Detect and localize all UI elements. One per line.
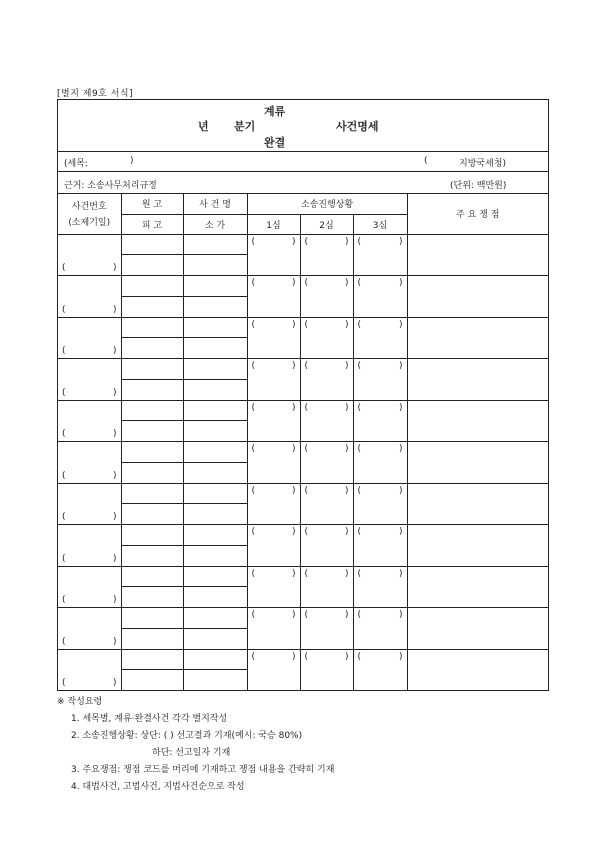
trial-1-cell[interactable]: ( ) [247, 649, 300, 691]
trial-3-cell[interactable]: ( ) [353, 400, 407, 442]
title-area [58, 100, 548, 152]
plaintiff-cell[interactable] [121, 649, 183, 670]
case-number-cell[interactable]: ( ) [58, 483, 121, 525]
trial-1-cell[interactable]: ( ) [247, 442, 300, 484]
plaintiff-cell[interactable] [121, 234, 183, 255]
header-case-name: 사 건 명 [183, 194, 247, 214]
instruction-item: 하단: 선고일자 기재 [152, 748, 231, 758]
unit-text: (단위: 백만원) [450, 181, 507, 191]
case-number-cell[interactable]: ( ) [58, 608, 121, 650]
case-name-cell[interactable] [183, 649, 247, 670]
instruction-item: 3. 주요쟁점: 쟁점 코드를 머리에 기재하고 쟁점 내용을 간략히 기재 [71, 765, 335, 775]
instruction-item: 2. 소송진행상황: 상단: ( ) 선고결과 기재(예시: 국승 80%) [71, 731, 303, 741]
defendant-cell[interactable] [121, 255, 183, 276]
tax-item-label: (세목: [64, 159, 88, 169]
header-plaintiff: 원 고 [121, 194, 183, 214]
amount-cell[interactable] [183, 255, 247, 276]
defendant-cell[interactable] [121, 628, 183, 649]
plaintiff-cell[interactable] [121, 317, 183, 338]
trial-1-cell[interactable]: ( ) [247, 359, 300, 401]
form-box [57, 99, 549, 691]
table-row [58, 442, 548, 463]
amount-cell[interactable] [183, 628, 247, 649]
trial-2-cell[interactable]: ( ) [300, 525, 353, 567]
issues-cell[interactable] [407, 442, 548, 484]
case-name-cell[interactable] [183, 317, 247, 338]
case-table [58, 194, 548, 691]
trial-3-cell[interactable]: ( ) [353, 649, 407, 691]
trial-3-cell[interactable]: ( ) [353, 483, 407, 525]
trial-2-cell[interactable]: ( ) [300, 566, 353, 608]
plaintiff-cell[interactable] [121, 400, 183, 421]
header-progress: 소송진행상황 [247, 194, 407, 214]
defendant-cell[interactable] [121, 587, 183, 608]
trial-2-cell[interactable]: ( ) [300, 649, 353, 691]
trial-3-cell[interactable]: ( ) [353, 276, 407, 318]
issues-cell[interactable] [407, 649, 548, 691]
defendant-cell[interactable] [121, 296, 183, 317]
plaintiff-cell[interactable] [121, 483, 183, 504]
case-number-cell[interactable]: ( ) [58, 566, 121, 608]
divider [58, 171, 548, 172]
issues-cell[interactable] [407, 234, 548, 276]
tax-item-close: ) [130, 156, 134, 166]
plaintiff-cell[interactable] [121, 442, 183, 463]
instructions [57, 694, 334, 796]
header-trial-3: 3심 [353, 214, 407, 234]
issues-cell[interactable] [407, 317, 548, 359]
header-trial-1: 1심 [247, 214, 300, 234]
trial-3-cell[interactable]: ( ) [353, 442, 407, 484]
trial-1-cell[interactable]: ( ) [247, 566, 300, 608]
table-row [58, 566, 548, 587]
issues-cell[interactable] [407, 359, 548, 401]
header-case-number: 사건번호 (소제기일) [58, 194, 121, 234]
defendant-cell[interactable] [121, 379, 183, 400]
case-number-cell[interactable]: ( ) [58, 234, 121, 276]
trial-3-cell[interactable]: ( ) [353, 608, 407, 650]
case-name-cell[interactable] [183, 483, 247, 504]
case-number-cell[interactable]: ( ) [58, 442, 121, 484]
amount-cell[interactable] [183, 670, 247, 691]
header-defendant: 피 고 [121, 214, 183, 234]
plaintiff-cell[interactable] [121, 276, 183, 297]
case-number-cell[interactable]: ( ) [58, 276, 121, 318]
plaintiff-cell[interactable] [121, 608, 183, 629]
header-amount: 소 가 [183, 214, 247, 234]
trial-1-cell[interactable]: ( ) [247, 483, 300, 525]
trial-1-cell[interactable]: ( ) [247, 234, 300, 276]
case-name-cell[interactable] [183, 525, 247, 546]
trial-3-cell[interactable]: ( ) [353, 317, 407, 359]
issues-cell[interactable] [407, 525, 548, 567]
table-row [58, 359, 548, 380]
amount-cell[interactable] [183, 421, 247, 442]
case-name-cell[interactable] [183, 566, 247, 587]
plaintiff-cell[interactable] [121, 566, 183, 587]
instruction-item: 4. 대법사건, 고법사건, 지법사건순으로 작성 [71, 782, 245, 792]
issues-cell[interactable] [407, 608, 548, 650]
amount-cell[interactable] [183, 296, 247, 317]
table-header-row [58, 194, 548, 214]
case-number-cell[interactable]: ( ) [58, 317, 121, 359]
issues-cell[interactable] [407, 400, 548, 442]
table-row [58, 525, 548, 546]
table-row [58, 317, 548, 338]
trial-1-cell[interactable]: ( ) [247, 400, 300, 442]
basis-text: 근거: 소송사무처리규정 [64, 181, 157, 191]
case-name-cell[interactable] [183, 442, 247, 463]
trial-1-cell[interactable]: ( ) [247, 276, 300, 318]
title-main: 사건명세 [336, 120, 379, 133]
form-label: [별지 제9호 서식] [57, 89, 134, 99]
table-row [58, 483, 548, 504]
trial-2-cell[interactable]: ( ) [300, 483, 353, 525]
plaintiff-cell[interactable] [121, 525, 183, 546]
amount-cell[interactable] [183, 504, 247, 525]
case-number-cell[interactable]: ( ) [58, 359, 121, 401]
case-name-cell[interactable] [183, 234, 247, 255]
trial-2-cell[interactable]: ( ) [300, 608, 353, 650]
case-name-cell[interactable] [183, 608, 247, 629]
defendant-cell[interactable] [121, 462, 183, 483]
table-row [58, 400, 548, 421]
defendant-cell[interactable] [121, 338, 183, 359]
defendant-cell[interactable] [121, 504, 183, 525]
amount-cell[interactable] [183, 338, 247, 359]
case-number-cell[interactable]: ( ) [58, 525, 121, 567]
defendant-cell[interactable] [121, 421, 183, 442]
title-quarter: 분기 [234, 120, 256, 133]
trial-2-cell[interactable]: ( ) [300, 317, 353, 359]
instruction-item: 1. 세목별, 계류·완결사건 각각 별지작성 [71, 714, 228, 724]
amount-cell[interactable] [183, 545, 247, 566]
trial-1-cell[interactable]: ( ) [247, 525, 300, 567]
trial-3-cell[interactable]: ( ) [353, 234, 407, 276]
defendant-cell[interactable] [121, 670, 183, 691]
table-row [58, 649, 548, 670]
instructions-heading: ※ 작성요령 [57, 697, 103, 707]
title-year: 년 [198, 120, 209, 133]
office-open: ( [424, 156, 428, 166]
trial-3-cell[interactable]: ( ) [353, 525, 407, 567]
case-name-cell[interactable] [183, 359, 247, 380]
case-name-cell[interactable] [183, 276, 247, 297]
trial-2-cell[interactable]: ( ) [300, 234, 353, 276]
trial-2-cell[interactable]: ( ) [300, 276, 353, 318]
trial-1-cell[interactable]: ( ) [247, 608, 300, 650]
issues-cell[interactable] [407, 566, 548, 608]
title-pending: 계류 [264, 105, 286, 118]
title-completed: 완결 [264, 136, 286, 149]
trial-3-cell[interactable]: ( ) [353, 359, 407, 401]
table-row [58, 608, 548, 629]
table-row [58, 234, 548, 255]
case-number-cell[interactable]: ( ) [58, 649, 121, 691]
trial-3-cell[interactable]: ( ) [353, 566, 407, 608]
issues-cell[interactable] [407, 276, 548, 318]
amount-cell[interactable] [183, 379, 247, 400]
defendant-cell[interactable] [121, 545, 183, 566]
plaintiff-cell[interactable] [121, 359, 183, 380]
case-number-cell[interactable]: ( ) [58, 400, 121, 442]
header-trial-2: 2심 [300, 214, 353, 234]
amount-cell[interactable] [183, 462, 247, 483]
trial-2-cell[interactable]: ( ) [300, 359, 353, 401]
header-issues: 주 요 쟁 점 [407, 194, 548, 234]
table-row [58, 276, 548, 297]
trial-1-cell[interactable]: ( ) [247, 317, 300, 359]
amount-cell[interactable] [183, 587, 247, 608]
issues-cell[interactable] [407, 483, 548, 525]
office-name: 지방국세청) [459, 159, 506, 169]
trial-2-cell[interactable]: ( ) [300, 400, 353, 442]
case-name-cell[interactable] [183, 400, 247, 421]
trial-2-cell[interactable]: ( ) [300, 442, 353, 484]
